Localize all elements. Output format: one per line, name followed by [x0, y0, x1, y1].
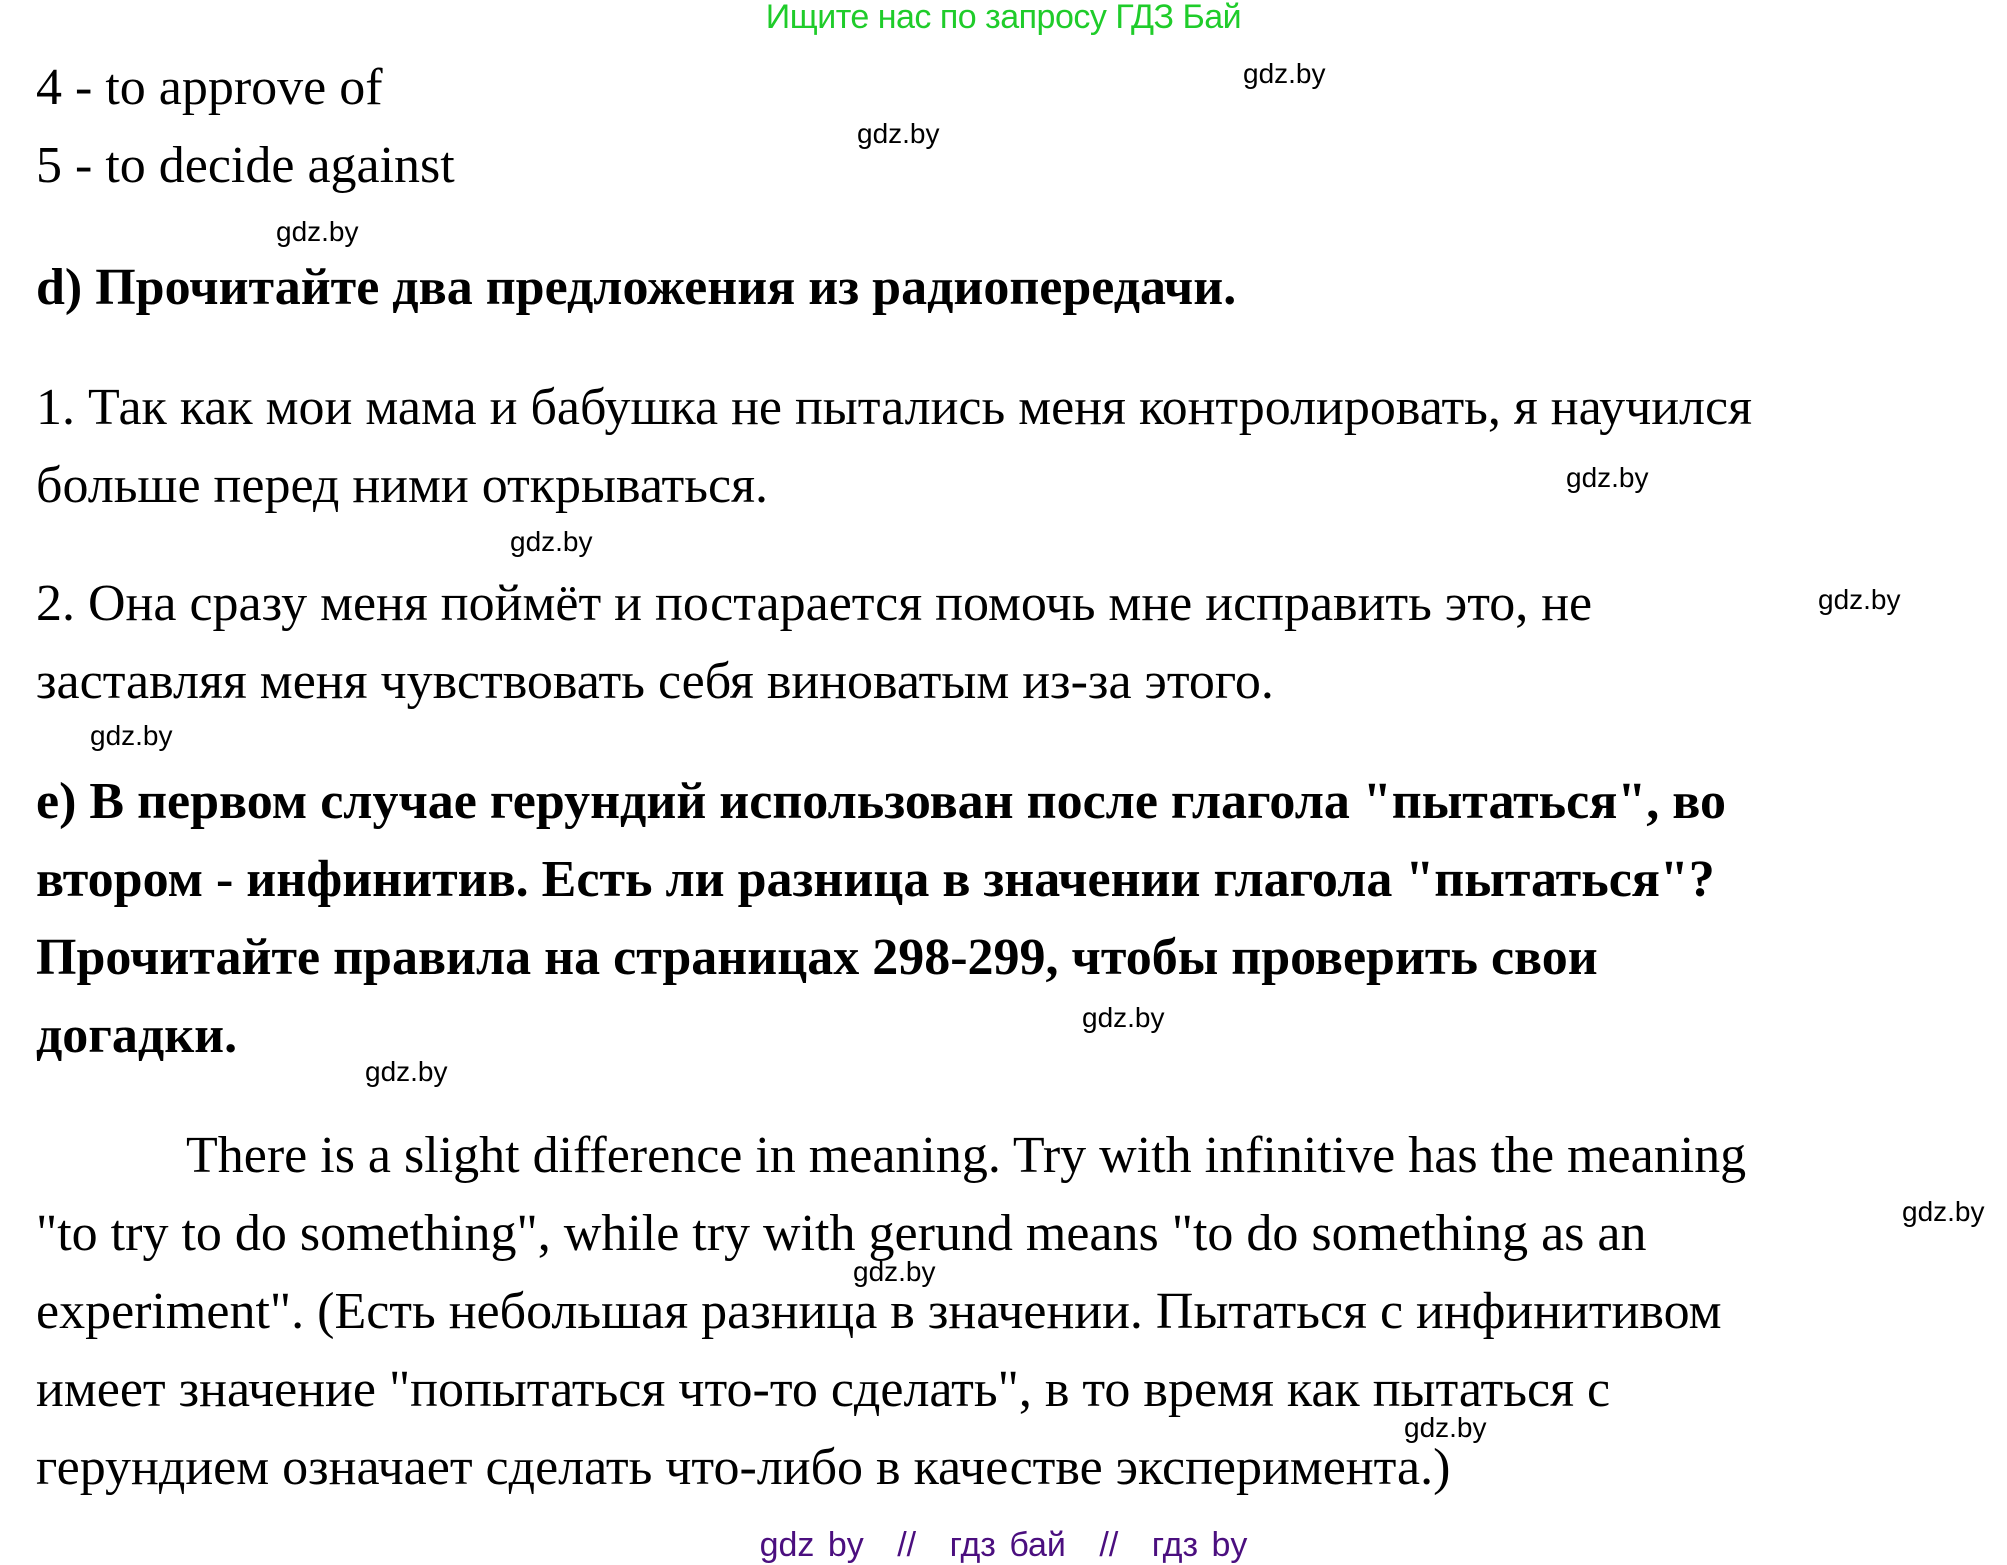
watermark: gdz.by: [1404, 1412, 1487, 1443]
answer-item-4: 4 - to approve of: [36, 59, 383, 116]
sentence-1-line-1: 1. Так как мои мама и бабушка не пытались меня контролировать, я научился: [36, 379, 1752, 436]
sentence-2-line-2: заставляя меня чувствовать себя виноватым из-за этого.: [36, 653, 1274, 710]
footer-links: [0, 1526, 2007, 1565]
watermark: gdz.by: [510, 526, 593, 557]
footer-link-gdz-by[interactable]: gdz by: [759, 1526, 864, 1564]
watermark: gdz.by: [1818, 584, 1901, 615]
answer-item-5: 5 - to decide against: [36, 137, 455, 194]
answer-line-2: "to try to do something", while try with gerund means "to do something as an: [36, 1205, 1647, 1262]
watermark: gdz.by: [857, 118, 940, 149]
watermark: gdz.by: [1566, 462, 1649, 493]
task-e-line-1: e) В первом случае герундий использован после глагола "пытаться", во: [36, 773, 1726, 830]
watermark: gdz.by: [365, 1056, 448, 1087]
answer-line-4: имеет значение "попытаться что-то сделать", в то время как пытаться с: [36, 1361, 1611, 1418]
sentence-1-line-2: больше перед ними открываться.: [36, 457, 768, 514]
watermark: gdz.by: [853, 1256, 936, 1287]
answer-line-5: герундием означает сделать что-либо в качестве эксперимента.): [36, 1439, 1451, 1496]
footer-link-gdz-by-cyr[interactable]: гдз by: [1151, 1526, 1248, 1564]
task-e-line-2: втором - инфинитив. Есть ли разница в значении глагола "пытаться"?: [36, 851, 1715, 908]
watermark: gdz.by: [276, 216, 359, 247]
answer-line-1: There is a slight difference in meaning. Try with infinitive has the meaning: [186, 1127, 1747, 1184]
sentence-2-line-1: 2. Она сразу меня поймёт и постарается помочь мне исправить это, не: [36, 575, 1593, 632]
task-e-line-3: Прочитайте правила на страницах 298-299, чтобы проверить свои: [36, 929, 1598, 986]
watermark: gdz.by: [1243, 58, 1326, 89]
footer-separator: //: [897, 1526, 917, 1564]
task-e-line-4: догадки.: [36, 1007, 238, 1064]
watermark: gdz.by: [1902, 1196, 1985, 1227]
watermark: gdz.by: [90, 720, 173, 751]
search-hint-link[interactable]: Ищите нас по запросу ГДЗ Бай: [765, 0, 1242, 36]
footer-separator: //: [1099, 1526, 1119, 1564]
answer-line-3: experiment". (Есть небольшая разница в значении. Пытаться с инфинитивом: [36, 1283, 1722, 1340]
footer-link-gdz-bai[interactable]: гдз бай: [949, 1526, 1066, 1564]
task-d-title: d) Прочитайте два предложения из радиопередачи.: [36, 259, 1237, 316]
watermark: gdz.by: [1082, 1002, 1165, 1033]
